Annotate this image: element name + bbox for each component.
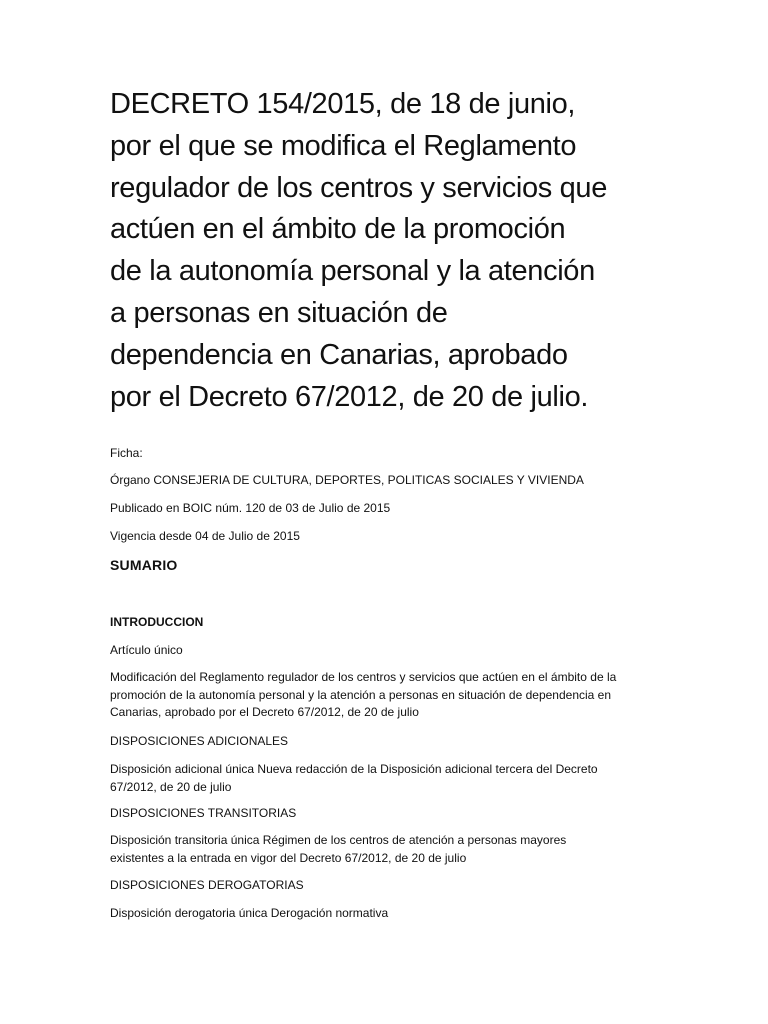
entry-line: Disposición transitoria única Régimen de los centros de atención a personas mayores [110, 833, 567, 847]
disposicion-derogatoria-entry[interactable]: Disposición derogatoria única Derogación normativa [110, 906, 389, 920]
disposiciones-transitorias-heading: DISPOSICIONES TRANSITORIAS [110, 806, 297, 820]
introduccion-heading: INTRODUCCION [110, 615, 204, 629]
document-title [110, 84, 670, 418]
title-line: por el que se modifica el Reglamento [110, 129, 577, 162]
entry-line: Canarias, aprobado por el Decreto 67/2012, de 20 de julio [110, 705, 419, 719]
disposiciones-adicionales-heading: DISPOSICIONES ADICIONALES [110, 734, 289, 748]
publicado-line: Publicado en BOIC núm. 120 de 03 de Julio de 2015 [110, 501, 391, 515]
title-line: de la autonomía personal y la atención [110, 255, 595, 288]
title-line: dependencia en Canarias, aprobado [110, 338, 568, 371]
title-line: a personas en situación de [110, 296, 448, 329]
entry-line: Modificación del Reglamento regulador de los centros y servicios que actúen en el ámbito de la [110, 670, 617, 684]
disposiciones-derogatorias-heading: DISPOSICIONES DEROGATORIAS [110, 878, 304, 892]
sumario-heading: SUMARIO [110, 557, 178, 573]
title-line: por el Decreto 67/2012, de 20 de julio. [110, 380, 589, 413]
organo-line: Órgano CONSEJERIA DE CULTURA, DEPORTES, POLITICAS SOCIALES Y VIVIENDA [110, 473, 584, 487]
title-line: regulador de los centros y servicios que [110, 171, 607, 204]
title-line: DECRETO 154/2015, de 18 de junio, [110, 88, 576, 120]
title-line: actúen en el ámbito de la promoción [110, 213, 566, 246]
ficha-label: Ficha: [110, 446, 143, 460]
articulo-unico-link[interactable]: Artículo único [110, 643, 183, 657]
vigencia-line: Vigencia desde 04 de Julio de 2015 [110, 529, 300, 543]
disposicion-adicional-entry[interactable] [110, 761, 670, 796]
entry-line: 67/2012, de 20 de julio [110, 779, 232, 794]
entry-line: promoción de la autonomía personal y la atención a personas en situación de dependencia en [110, 687, 612, 702]
entry-line: existentes a la entrada en vigor del Decreto 67/2012, de 20 de julio [110, 850, 467, 865]
disposicion-transitoria-entry[interactable] [110, 832, 670, 867]
modificacion-entry[interactable] [110, 669, 670, 722]
entry-line: Disposición adicional única Nueva redacción de la Disposición adicional tercera del Decreto [110, 762, 598, 776]
